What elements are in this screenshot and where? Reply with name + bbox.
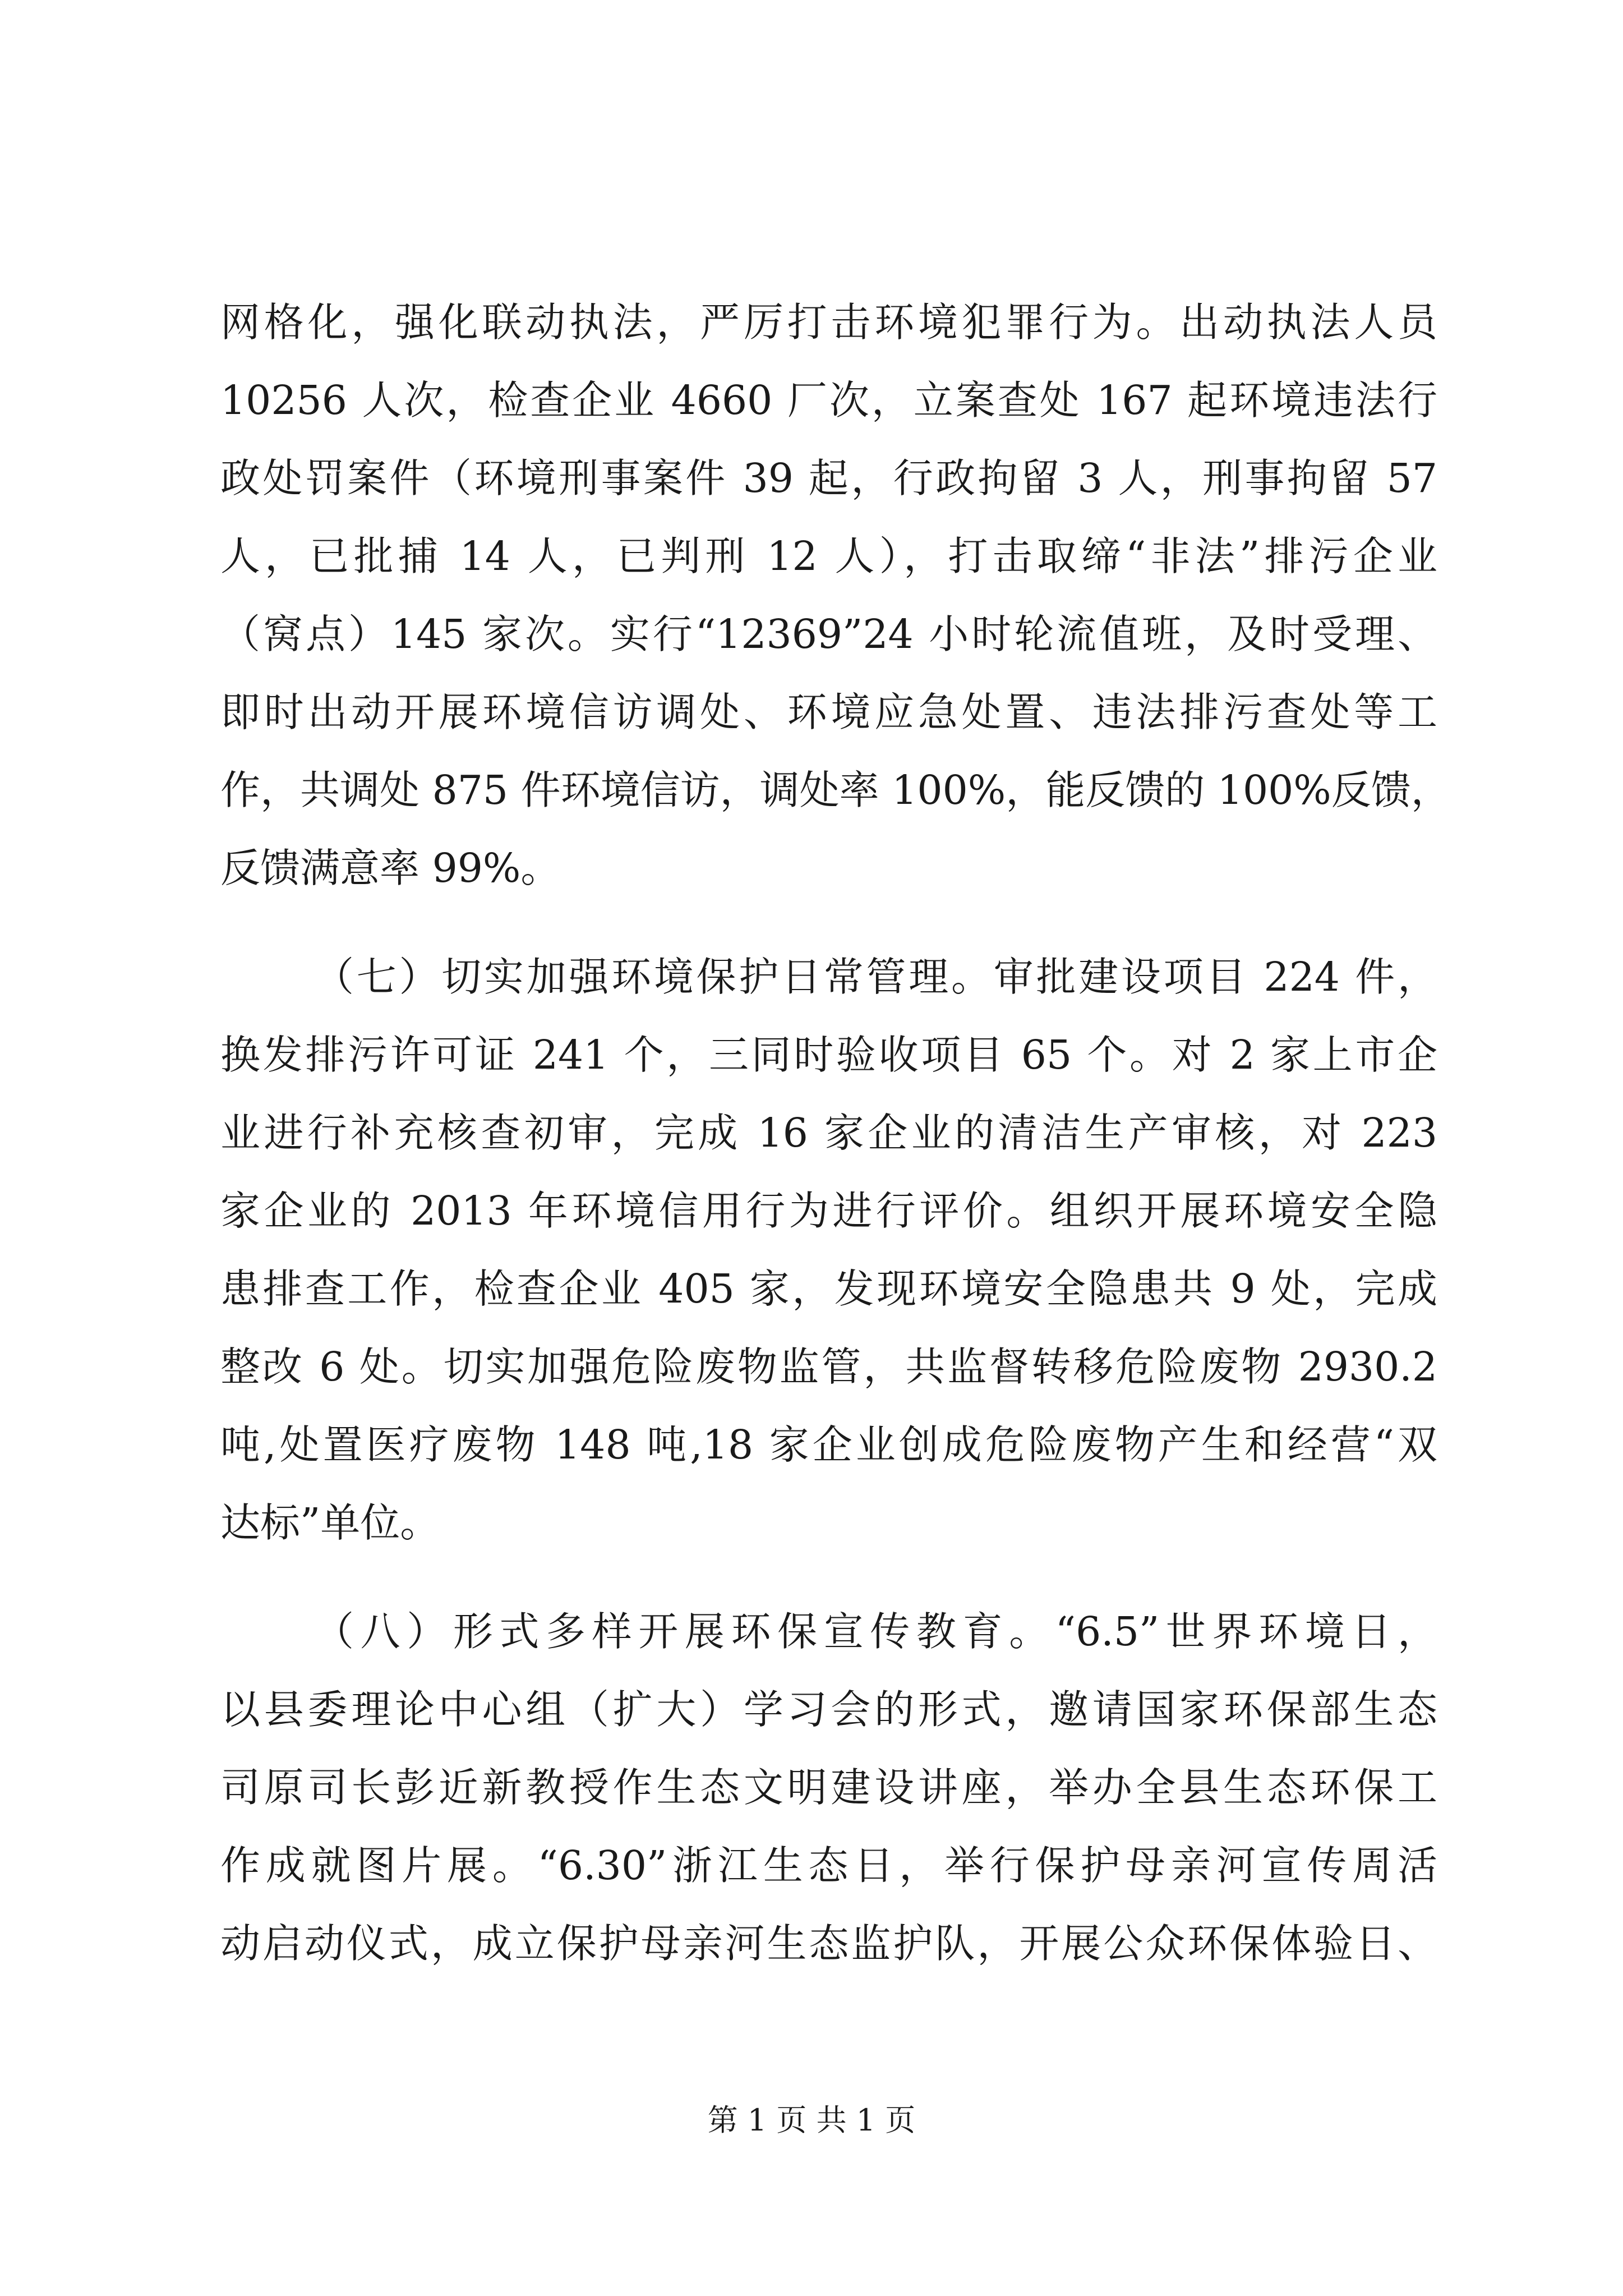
body-line-2: 10256 人次，检查企业 4660 厂次，立案查处 167 起环境违法行: [220, 377, 1437, 424]
body-line-21: 动启动仪式，成立保护母亲河生态监护队，开展公众环保体验日、: [220, 1920, 1437, 1967]
body-line-13: 患排查工作，检查企业 405 家，发现环境安全隐患共 9 处，完成: [220, 1266, 1437, 1312]
body-line-10: 换发排污许可证 241 个，三同时验收项目 65 个。对 2 家上市企: [220, 1032, 1437, 1078]
body-line-20: 作成就图片展。“6.30”浙江生态日，举行保护母亲河宣传周活: [220, 1842, 1437, 1889]
body-line-7: 作，共调处 875 件环境信访，调处率 100%，能反馈的 100%反馈，: [220, 767, 1451, 813]
body-line-12: 家企业的 2013 年环境信用行为进行评价。组织开展环境安全隐: [220, 1188, 1437, 1234]
body-line-1: 网格化，强化联动执法，严厉打击环境犯罪行为。出动执法人员: [220, 299, 1437, 346]
body-line-15: 吨,处置医疗废物 148 吨,18 家企业创成危险废物产生和经营“双: [220, 1421, 1437, 1468]
body-line-8: 反馈满意率 99%。: [220, 845, 561, 891]
body-line-18: 以县委理论中心组（扩大）学习会的形式，邀请国家环保部生态: [220, 1686, 1437, 1733]
body-line-16: 达标”单位。: [220, 1499, 440, 1546]
section-7-heading-line: （七）切实加强环境保护日常管理。审批建设项目 224 件，: [314, 954, 1437, 1000]
page-number-footer: 第 1 页 共 1 页: [707, 2102, 916, 2138]
body-line-4: 人，已批捕 14 人，已判刑 12 人），打击取缔“非法”排污企业: [220, 533, 1437, 579]
body-line-3: 政处罚案件（环境刑事案件 39 起，行政拘留 3 人，刑事拘留 57: [220, 455, 1437, 501]
body-line-11: 业进行补充核查初审，完成 16 家企业的清洁生产审核，对 223: [220, 1110, 1437, 1156]
body-line-14: 整改 6 处。切实加强危险废物监管，共监督转移危险废物 2930.2: [220, 1343, 1437, 1390]
body-line-19: 司原司长彭近新教授作生态文明建设讲座，举办全县生态环保工: [220, 1764, 1437, 1811]
section-8-heading-line: （八）形式多样开展环保宣传教育。“6.5”世界环境日，: [314, 1608, 1437, 1655]
body-line-5: （窝点）145 家次。实行“12369”24 小时轮流值班，及时受理、: [220, 611, 1437, 657]
body-line-6: 即时出动开展环境信访调处、环境应急处置、违法排污查处等工: [220, 689, 1437, 735]
